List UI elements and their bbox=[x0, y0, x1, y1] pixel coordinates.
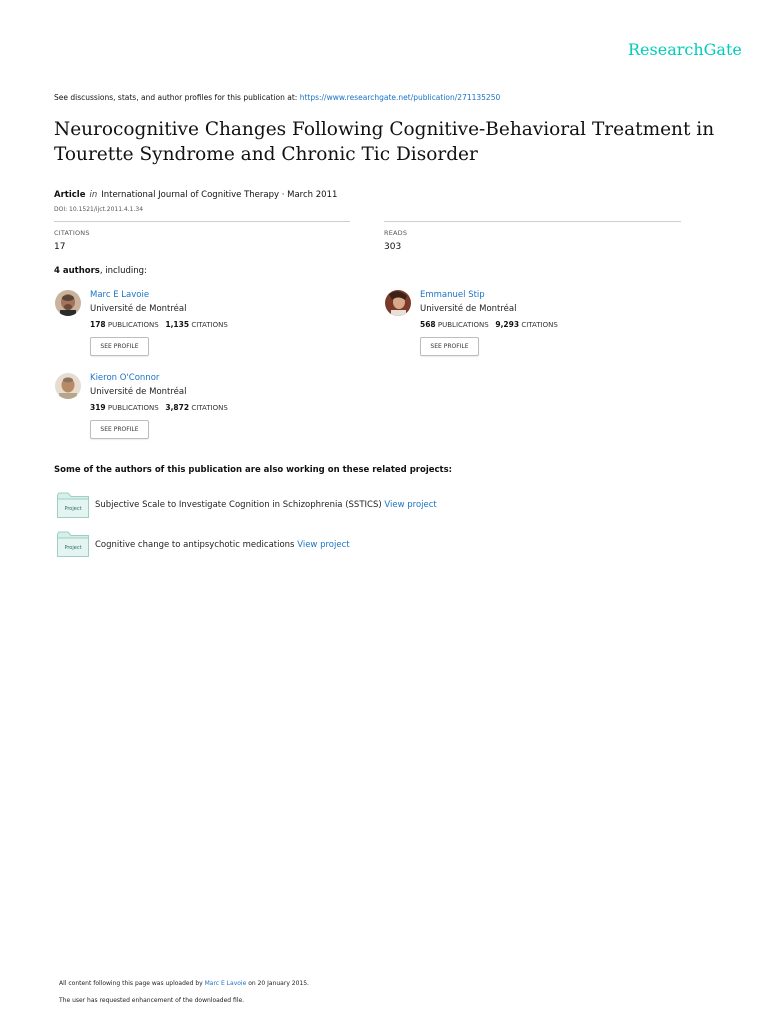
publications-count: 319 bbox=[90, 403, 106, 412]
publications-count: 568 bbox=[420, 320, 436, 329]
author-stats bbox=[90, 403, 228, 412]
authors-heading-rest: , including: bbox=[99, 266, 147, 276]
view-project-link[interactable]: View project bbox=[384, 500, 437, 510]
author-name-link[interactable]: Emmanuel Stip bbox=[420, 290, 485, 300]
author-avatar[interactable] bbox=[55, 290, 81, 316]
article-meta bbox=[54, 190, 337, 200]
in-label: in bbox=[89, 190, 98, 200]
author-institution: Université de Montréal bbox=[90, 304, 187, 314]
article-type: Article bbox=[54, 190, 86, 200]
author-photo-icon bbox=[385, 290, 411, 316]
author-citations-count: 1,135 bbox=[165, 320, 190, 329]
author-institution: Université de Montréal bbox=[420, 304, 517, 314]
discussion-text: See discussions, stats, and author profiles for this publication at: bbox=[54, 93, 300, 102]
publications-label: PUBLICATIONS bbox=[107, 321, 159, 329]
citations-label: CITATIONS bbox=[54, 229, 90, 237]
doi: DOI: 10.1521/ijct.2011.4.1.34 bbox=[54, 206, 144, 213]
see-profile-button[interactable]: SEE PROFILE bbox=[90, 420, 149, 439]
see-profile-button[interactable]: SEE PROFILE bbox=[90, 337, 149, 356]
author-citations-label: CITATIONS bbox=[191, 404, 228, 412]
author-name-link[interactable]: Marc E Lavoie bbox=[90, 290, 150, 300]
upload-suffix: on 20 January 2015. bbox=[246, 980, 309, 987]
discussion-line bbox=[54, 93, 500, 102]
author-stats bbox=[90, 320, 228, 329]
author-citations-label: CITATIONS bbox=[521, 321, 558, 329]
author-avatar[interactable] bbox=[55, 373, 81, 399]
author-stats bbox=[420, 320, 558, 329]
project-icon-label: Project bbox=[64, 545, 82, 551]
citations-count: 17 bbox=[54, 242, 66, 252]
enhancement-note: The user has requested enhancement of the downloaded file. bbox=[59, 997, 245, 1004]
view-project-link[interactable]: View project bbox=[297, 540, 350, 550]
publications-count: 178 bbox=[90, 320, 106, 329]
upload-prefix: All content following this page was uploaded by bbox=[59, 980, 205, 987]
author-photo-icon bbox=[55, 373, 81, 399]
project-folder-icon bbox=[57, 531, 89, 561]
author-citations-count: 9,293 bbox=[495, 320, 520, 329]
author-citations-count: 3,872 bbox=[165, 403, 190, 412]
publication-url-link[interactable]: https://www.researchgate.net/publication/271135250 bbox=[299, 93, 501, 102]
related-projects-heading: Some of the authors of this publication are also working on these related projects: bbox=[54, 465, 453, 475]
uploader-link[interactable]: Marc E Lavoie bbox=[204, 980, 247, 987]
author-photo-icon bbox=[55, 290, 81, 316]
upload-note bbox=[59, 980, 309, 987]
paper-title: Neurocognitive Changes Following Cognitive-Behavioral Treatment in Tourette Syndrome and Chronic Tic Disorder bbox=[54, 119, 715, 165]
authors-count: 4 authors bbox=[54, 266, 100, 276]
project-item bbox=[95, 500, 437, 510]
journal-name: International Journal of Cognitive Therapy · March 2011 bbox=[101, 190, 338, 200]
project-icon-label: Project bbox=[64, 506, 82, 512]
project-folder-icon bbox=[57, 492, 89, 522]
reads-count: 303 bbox=[384, 242, 402, 252]
see-profile-button[interactable]: SEE PROFILE bbox=[420, 337, 479, 356]
publications-label: PUBLICATIONS bbox=[107, 404, 159, 412]
project-item bbox=[95, 540, 350, 550]
project-title: Subjective Scale to Investigate Cognition in Schizophrenia (SSTICS) bbox=[95, 500, 382, 510]
authors-heading bbox=[54, 266, 147, 276]
reads-divider bbox=[384, 221, 681, 222]
researchgate-logo: ResearchGate bbox=[628, 40, 742, 59]
project-title: Cognitive change to antipsychotic medications bbox=[95, 540, 295, 550]
citations-divider bbox=[54, 221, 350, 222]
author-citations-label: CITATIONS bbox=[191, 321, 228, 329]
author-name-link[interactable]: Kieron O'Connor bbox=[90, 373, 160, 383]
author-avatar[interactable] bbox=[385, 290, 411, 316]
publications-label: PUBLICATIONS bbox=[437, 321, 489, 329]
author-institution: Université de Montréal bbox=[90, 387, 187, 397]
reads-label: READS bbox=[384, 229, 408, 237]
